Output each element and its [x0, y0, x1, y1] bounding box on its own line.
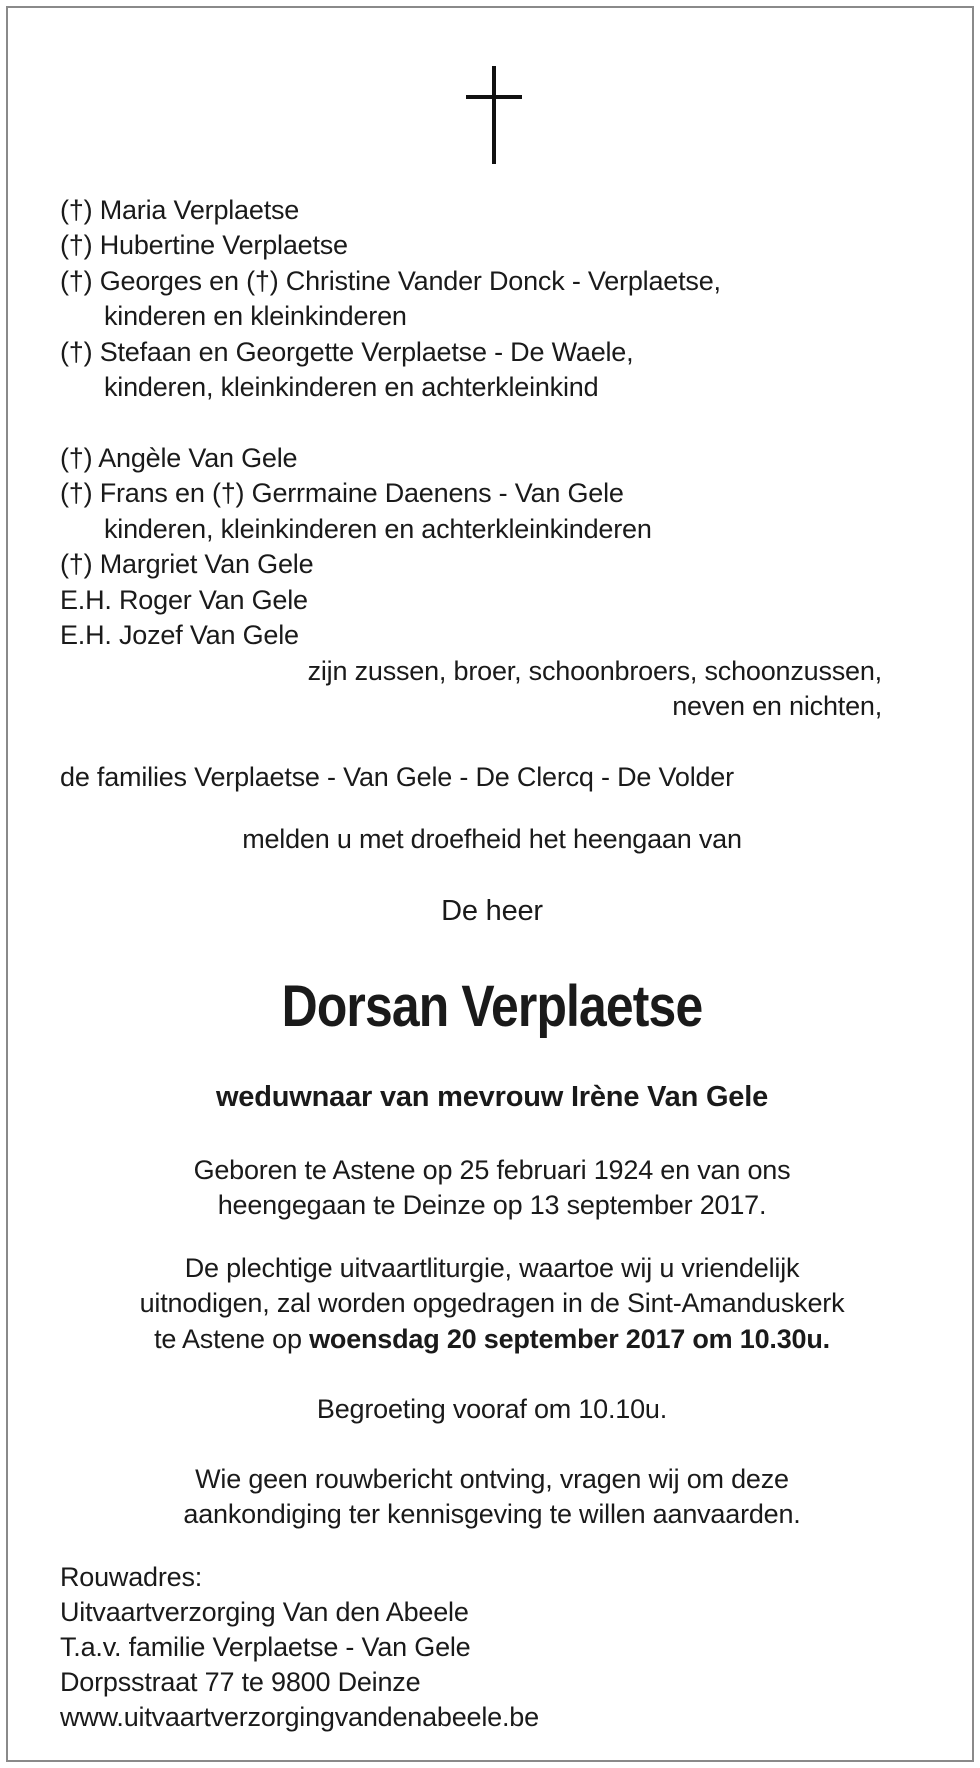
address-line: Dorpsstraat 77 te 9800 Deinze: [60, 1667, 421, 1697]
family-line: (†) Margriet Van Gele: [60, 549, 314, 579]
birth-line: Geboren te Astene op 25 februari 1924 en van ons: [193, 1155, 791, 1185]
family-line-indented: kinderen en kleinkinderen: [104, 301, 407, 331]
relation-line: neven en nichten,: [672, 691, 882, 721]
greeting-line: Begroeting vooraf om 10.10u.: [316, 1394, 668, 1424]
family-line-indented: kinderen, kleinkinderen en achterkleinkind: [104, 372, 599, 402]
family-line-indented: kinderen, kleinkinderen en achterkleinkinderen: [104, 514, 652, 544]
funeral-line: De plechtige uitvaartliturgie, waartoe wij u vriendelijk: [184, 1253, 800, 1283]
family-line: (†) Maria Verplaetse: [60, 195, 300, 225]
address-line: T.a.v. familie Verplaetse - Van Gele: [60, 1632, 471, 1662]
funeral-place: te Astene op: [154, 1324, 310, 1354]
family-line: E.H. Roger Van Gele: [60, 585, 308, 615]
address-website: www.uitvaartverzorgingvandenabeele.be: [60, 1702, 539, 1732]
family-line: (†) Hubertine Verplaetse: [60, 230, 348, 260]
birth-line: heengegaan te Deinze op 13 september 2017.: [217, 1190, 767, 1220]
announce-line: melden u met droefheid het heengaan van: [242, 824, 742, 854]
family-line: (†) Frans en (†) Gerrmaine Daenens - Van Gele: [60, 478, 624, 508]
honorific: De heer: [441, 895, 543, 927]
obituary-card: [6, 6, 974, 1762]
notice-line: aankondiging ter kennisgeving te willen aanvaarden.: [183, 1499, 801, 1529]
address-line: Uitvaartverzorging Van den Abeele: [60, 1597, 469, 1627]
funeral-line: uitnodigen, zal worden opgedragen in de Sint-Amanduskerk: [139, 1288, 845, 1318]
funeral-line-date: [8, 1323, 976, 1355]
notice-line: Wie geen rouwbericht ontving, vragen wij om deze: [195, 1464, 789, 1494]
family-line: E.H. Jozef Van Gele: [60, 620, 299, 650]
address-heading: Rouwadres:: [60, 1562, 203, 1592]
relation-line: zijn zussen, broer, schoonbroers, schoonzussen,: [307, 656, 882, 686]
cross-vertical-bar: [492, 66, 496, 164]
family-line: (†) Angèle Van Gele: [60, 443, 298, 473]
spouse-line: weduwnaar van mevrouw Irène Van Gele: [215, 1081, 769, 1113]
deceased-name: Dorsan Verplaetse: [281, 974, 703, 1039]
family-line: (†) Georges en (†) Christine Vander Donck - Verplaetse,: [60, 266, 721, 296]
family-line: (†) Stefaan en Georgette Verplaetse - De Waele,: [60, 337, 634, 367]
funeral-datetime: woensdag 20 september 2017 om 10.30u.: [309, 1324, 830, 1354]
cross-horizontal-bar: [466, 95, 522, 99]
families-line: de families Verplaetse - Van Gele - De Clercq - De Volder: [60, 762, 734, 792]
